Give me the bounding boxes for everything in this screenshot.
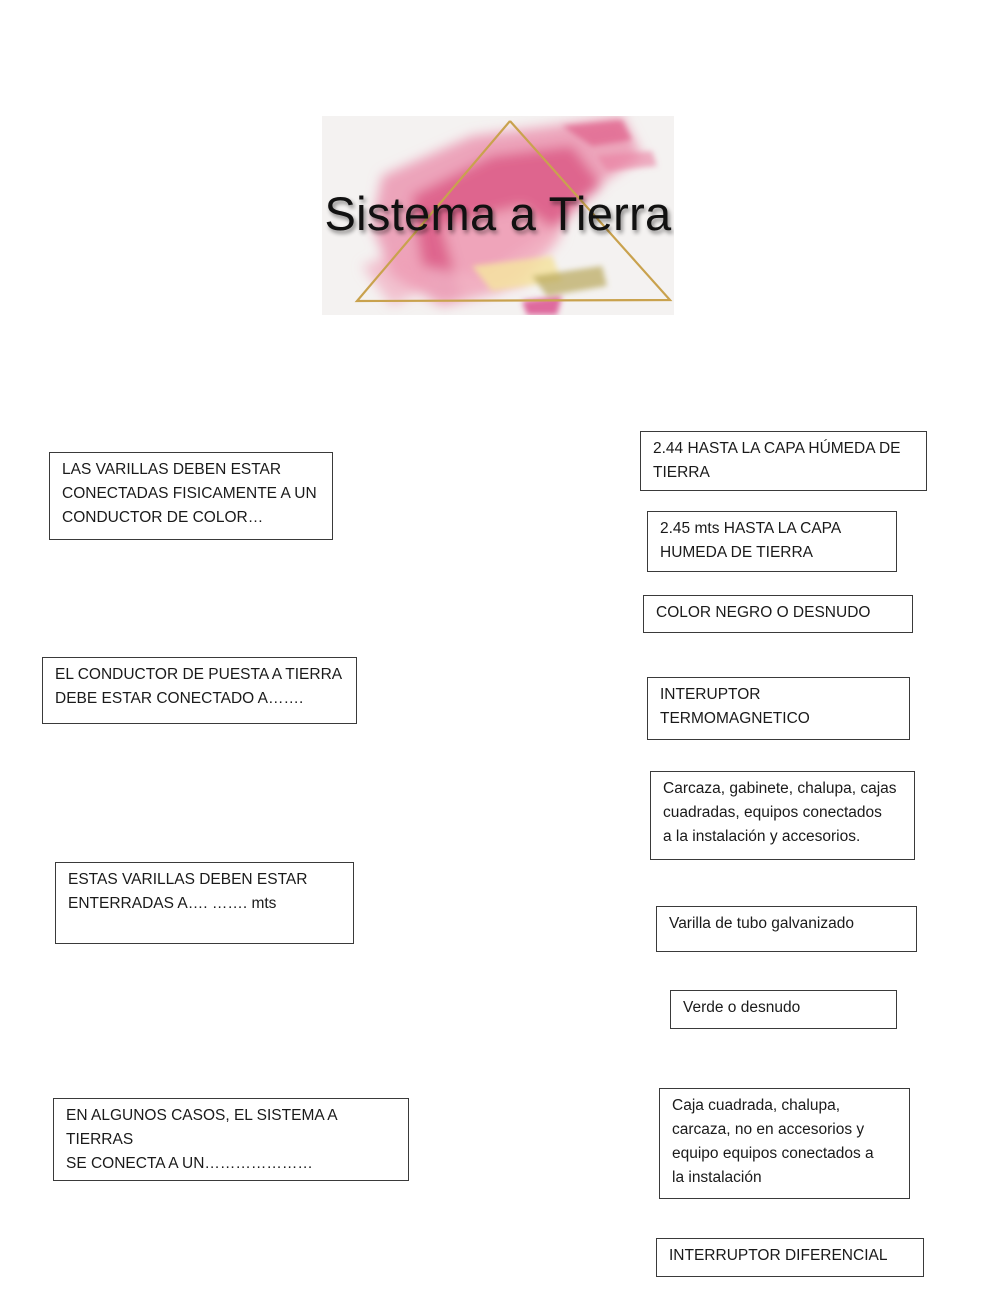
answer-box-244-depth[interactable]: 2.44 HASTA LA CAPA HÚMEDA DE TIERRA xyxy=(640,431,927,491)
answer-box-galvanized-rod[interactable]: Varilla de tubo galvanizado xyxy=(656,906,917,952)
answer-box-differential-switch[interactable]: INTERRUPTOR DIFERENCIAL xyxy=(656,1238,924,1277)
answer-box-square-box-list[interactable]: Caja cuadrada, chalupa, carcaza, no en accesorios y equipo equipos conectados a la instalación xyxy=(659,1088,910,1199)
answer-box-black-or-bare[interactable]: COLOR NEGRO O DESNUDO xyxy=(643,595,913,633)
answer-box-thermomagnetic-switch[interactable]: INTERUPTOR TERMOMAGNETICO xyxy=(647,677,910,740)
answer-box-housing-list[interactable]: Carcaza, gabinete, chalupa, cajas cuadradas, equipos conectados a la instalación y accesorios. xyxy=(650,771,915,860)
question-box-system-connection[interactable]: EN ALGUNOS CASOS, EL SISTEMA A TIERRAS SE CONECTA A UN………………… xyxy=(53,1098,409,1181)
title-banner xyxy=(322,116,674,315)
answer-box-245-depth[interactable]: 2.45 mts HASTA LA CAPA HUMEDA DE TIERRA xyxy=(647,511,897,572)
answer-box-green-or-bare[interactable]: Verde o desnudo xyxy=(670,990,897,1029)
question-box-conductor-color[interactable]: LAS VARILLAS DEBEN ESTAR CONECTADAS FISICAMENTE A UN CONDUCTOR DE COLOR… xyxy=(49,452,333,540)
page-title: Sistema a Tierra xyxy=(324,187,672,240)
question-box-rod-depth[interactable]: ESTAS VARILLAS DEBEN ESTAR ENTERRADAS A…. ……. mts xyxy=(55,862,354,944)
question-box-grounding-connection[interactable]: EL CONDUCTOR DE PUESTA A TIERRA DEBE ESTAR CONECTADO A……. xyxy=(42,657,357,724)
